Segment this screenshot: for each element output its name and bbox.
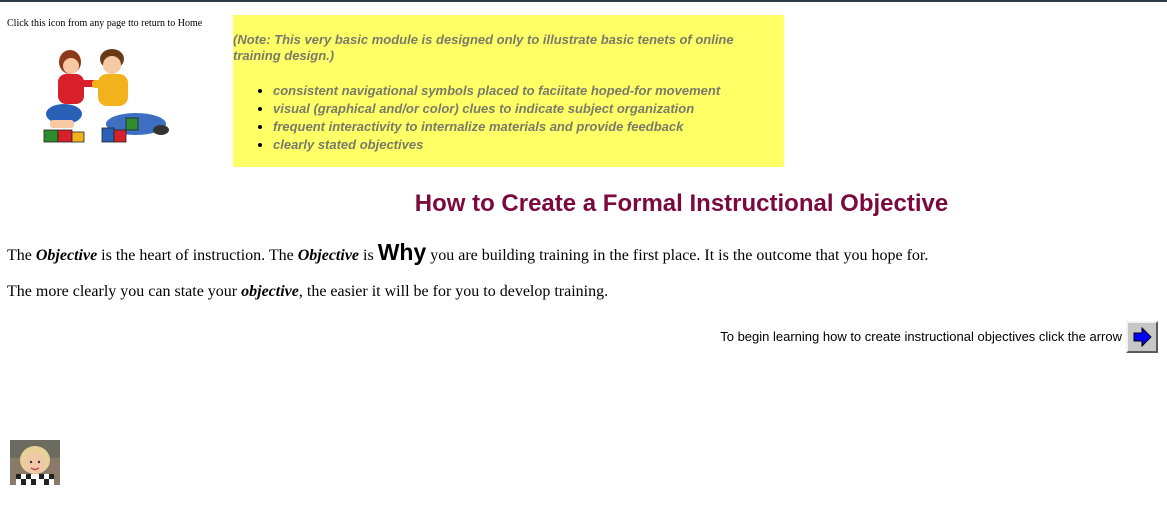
next-arrow-button[interactable]	[1126, 321, 1158, 353]
block	[44, 130, 58, 142]
children-playing-blocks-icon	[40, 44, 172, 146]
begin-instruction: To begin learning how to create instructional objectives click the arrow	[720, 329, 1122, 344]
note-box	[233, 15, 784, 167]
objective-emphasis: Objective	[297, 247, 360, 264]
boy-face	[103, 56, 121, 74]
block	[58, 130, 72, 142]
clarity-paragraph: The more clearly you can state your objective, the easier it will be for you to develop training.	[7, 283, 609, 300]
objective-emphasis: objective	[241, 283, 299, 300]
block	[114, 130, 126, 142]
right-arrow-icon	[1131, 326, 1153, 348]
page-title: How to Create a Formal Instructional Objective	[414, 190, 949, 217]
girl-dress	[58, 74, 84, 104]
list-item: • frequent interactivity to internalize materials and provide feedback	[273, 118, 774, 136]
girl-face	[63, 58, 79, 74]
tenets-list	[233, 82, 774, 154]
objective-emphasis: Objective	[35, 247, 98, 264]
author-portrait-photo	[10, 440, 60, 485]
top-rule	[0, 0, 1167, 2]
author-photo	[10, 440, 60, 485]
list-item: • visual (graphical and/or color) clues to indicate subject organization	[273, 100, 774, 118]
block	[126, 118, 138, 130]
objective-paragraph: The Objective is the heart of instruction. The Objective is Why you are building training in the first place. It is the outcome that you hope for.	[7, 239, 929, 265]
home-note: Click this icon from any page tto return to Home	[7, 18, 203, 29]
block	[72, 132, 84, 142]
home-children-icon[interactable]	[40, 44, 172, 146]
list-item: • consistent navigational symbols placed to faciitate hoped-for movement	[273, 82, 774, 100]
block	[102, 128, 114, 142]
note-text: (Note: This very basic module is designed only to illustrate basic tenets of online training design.)	[233, 32, 734, 63]
boy-shirt	[98, 74, 128, 106]
why-emphasis: Why	[377, 239, 427, 265]
list-item: • clearly stated objectives	[273, 136, 774, 154]
